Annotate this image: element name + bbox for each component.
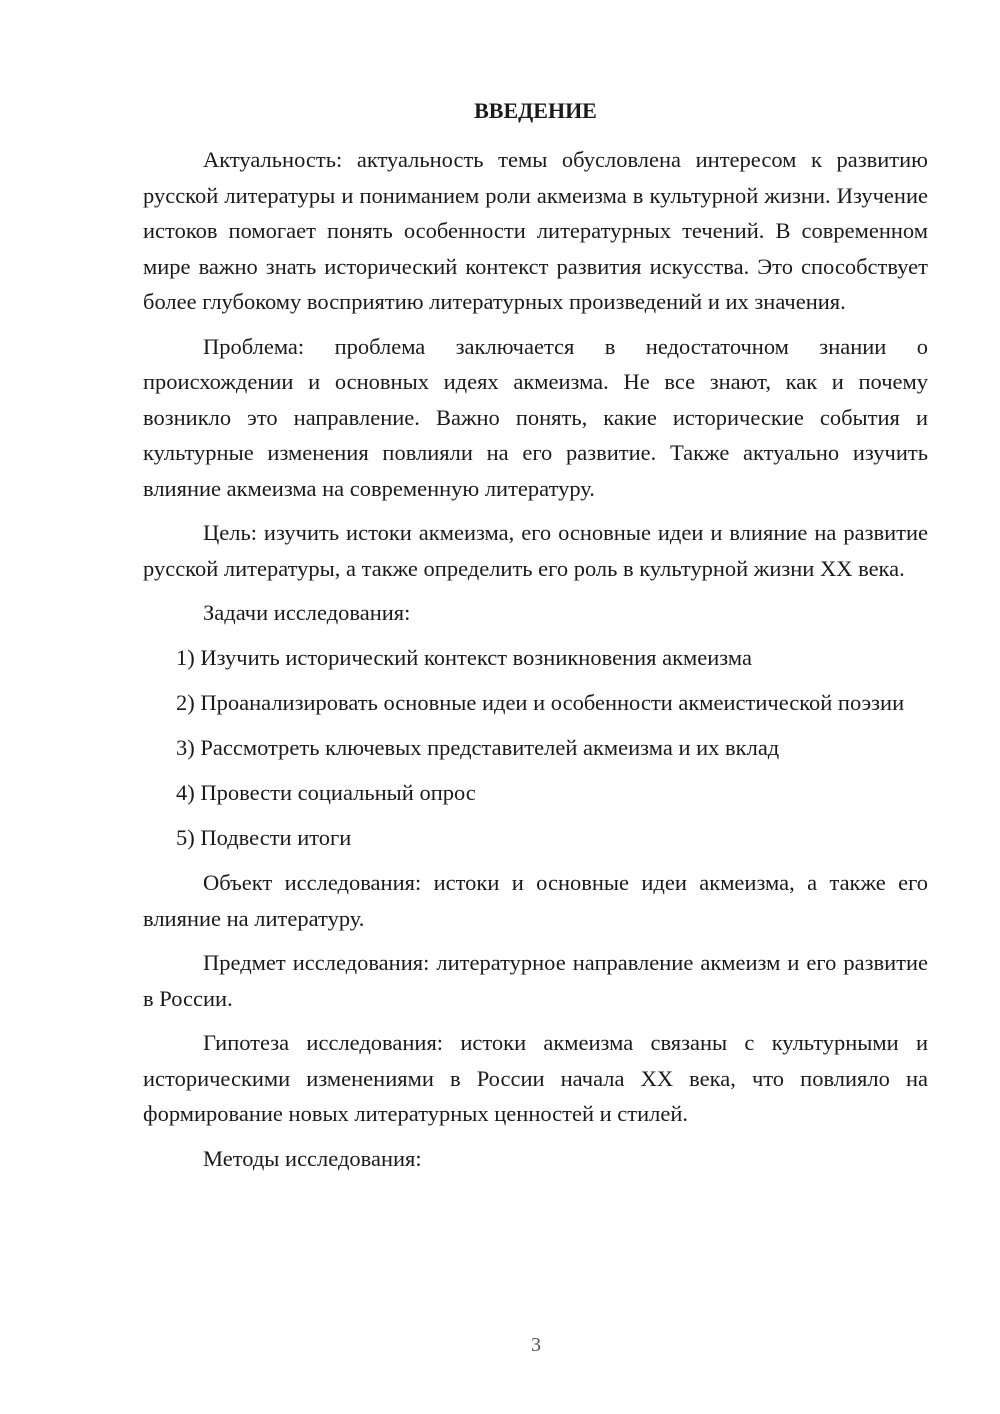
- task-item-5: 5) Подвести итоги: [176, 825, 352, 850]
- paragraph-goal: Цель: изучить истоки акмеизма, его основные идеи и влияние на развитие русской литературы, а также определить его роль в культурной жизни XX века.: [143, 520, 928, 581]
- methods-heading: Методы исследования:: [203, 1145, 422, 1171]
- document-body: [143, 142, 928, 1176]
- paragraph-subject: Предмет исследования: литературное направление акмеизм и его развитие в России.: [143, 950, 928, 1011]
- tasks-heading: Задачи исследования:: [203, 600, 411, 625]
- paragraph-relevance: Актуальность: актуальность темы обусловлена интересом к развитию русской литературы и пониманием роли акмеизма в культурной жизни. Изучение истоков помогает понять особенности литературных течений. В современном мире важно знать исторический контекст развития искусства. Это способствует более глубокому восприятию литературных произведений и их значения.: [143, 147, 928, 314]
- paragraph-object: Объект исследования: истоки и основные идеи акмеизма, а также его влияние на литературу.: [143, 870, 928, 931]
- task-item-2: 2) Проанализировать основные идеи и особенности акмеистической поэзии: [176, 690, 905, 715]
- task-item-1: 1) Изучить исторический контекст возникновения акмеизма: [176, 645, 752, 670]
- page-number: 3: [531, 1334, 541, 1356]
- paragraph-hypothesis: Гипотеза исследования: истоки акмеизма связаны с культурными и историческими изменениями в России начала XX века, что повлияло на формирование новых литературных ценностей и стилей.: [143, 1030, 928, 1126]
- paragraph-problem: Проблема: проблема заключается в недостаточном знании о происхождении и основных идеях акмеизма. Не все знают, как и почему возникло это направление. Важно понять, какие исторические события и культурные изменения повлияли на его развитие. Также актуально изучить влияние акмеизма на современную литературу.: [143, 333, 928, 501]
- section-title: ВВЕДЕНИЕ: [474, 98, 597, 123]
- task-item-4: 4) Провести социальный опрос: [176, 780, 476, 805]
- task-item-3: 3) Рассмотреть ключевых представителей акмеизма и их вклад: [176, 735, 780, 760]
